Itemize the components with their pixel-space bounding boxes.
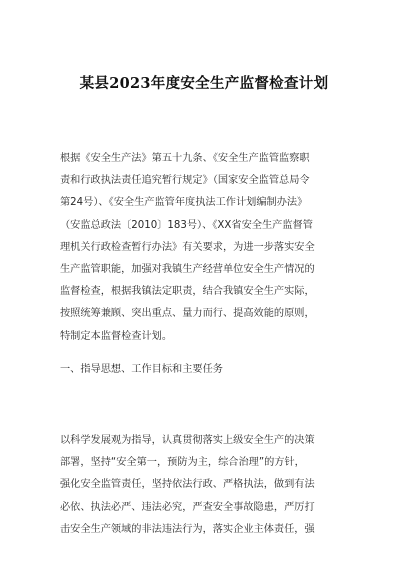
paragraph-line: 责和行政执法责任追究暂行规定》（国家安全监管总局令 <box>60 175 310 187</box>
section-heading: 一、指导思想、工作目标和主要任务 <box>60 364 223 375</box>
paragraph-line: 部署，坚持“安全第一，预防为主，综合治理”的方针， <box>60 457 305 469</box>
paragraph-line: 按照统筹兼顾、突出重点、量力而行、提高效能的原则， <box>60 308 315 320</box>
paragraph-line: 生产监管职能，加强对我镇生产经营单位安全生产情况的 <box>60 264 315 276</box>
paragraph-line: 以科学发展观为指导，认真贯彻落实上级安全生产的决策 <box>60 435 315 446</box>
paragraph-line: 理机关行政检查暂行办法》有关要求，为进一步落实安全 <box>60 241 315 253</box>
paragraph-line: 强化安全监管责任，坚持依法行政、严格执法，做到有法 <box>60 479 315 491</box>
intro-paragraph <box>60 148 350 348</box>
paragraph-line: （安监总政法〔2010〕183号）、《XX省安全生产监督管 <box>60 219 313 231</box>
paragraph-line: 必依、执法必严、违法必究，严查安全事故隐患，严厉打 <box>60 501 315 513</box>
paragraph-line: 特制定本监督检查计划。 <box>60 330 173 342</box>
body-paragraph <box>60 430 350 541</box>
paragraph-line: 根据《安全生产法》第五十九条、《安全生产监管监察职 <box>60 153 310 164</box>
document-title: 某县2023年度安全生产监督检查计划 <box>79 75 329 92</box>
paragraph-line: 第24号）、《安全生产监管年度执法工作计划编制办法》 <box>60 197 308 209</box>
paragraph-line: 监督检查，根据我镇法定职责，结合我镇安全生产实际， <box>60 286 315 298</box>
paragraph-line: 击安全生产领域的非法违法行为，落实企业主体责任，强 <box>60 523 315 535</box>
